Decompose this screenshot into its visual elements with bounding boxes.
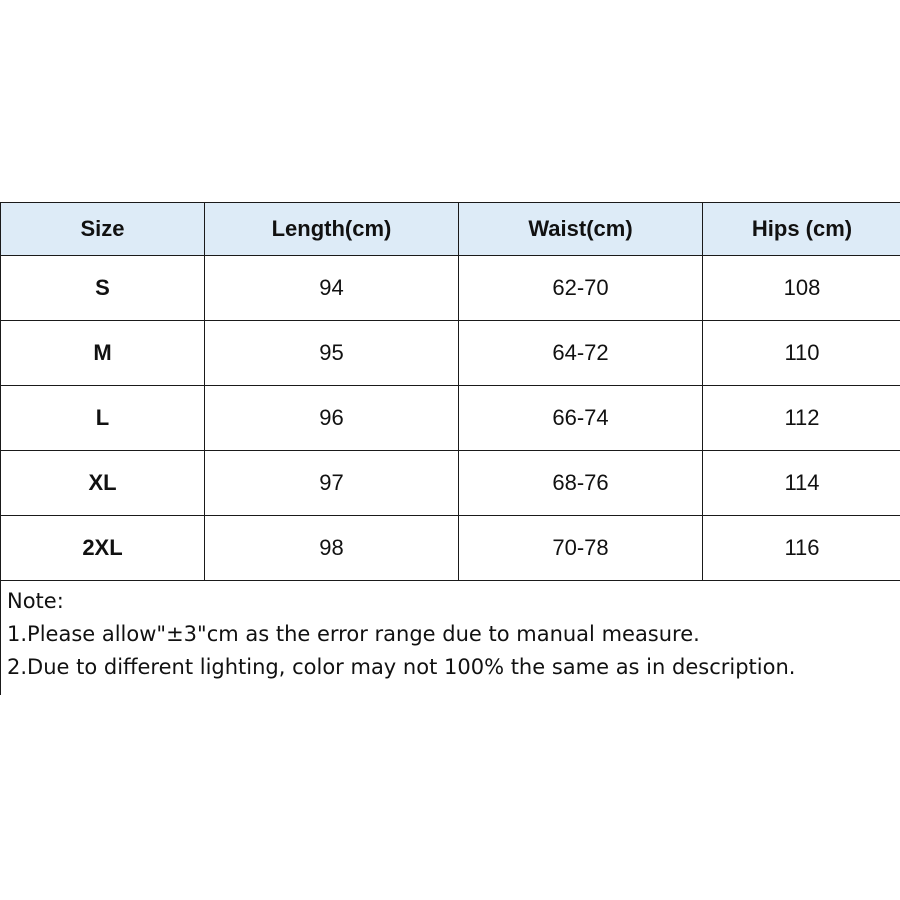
length-cell: 94 <box>205 256 459 321</box>
hips-cell: 114 <box>703 451 900 516</box>
hips-cell: 110 <box>703 321 900 386</box>
table-row <box>1 451 900 516</box>
waist-cell: 62-70 <box>459 256 703 321</box>
hips-cell: 112 <box>703 386 900 451</box>
size-cell: S <box>1 256 205 321</box>
table-row <box>1 516 900 581</box>
waist-cell: 70-78 <box>459 516 703 581</box>
waist-cell: 68-76 <box>459 451 703 516</box>
note-line-1: 1.Please allow"±3"cm as the error range due to manual measure. <box>7 622 700 646</box>
length-cell: 97 <box>205 451 459 516</box>
header-size: Size <box>1 203 205 256</box>
waist-cell: 66-74 <box>459 386 703 451</box>
header-row <box>1 203 900 256</box>
length-cell: 96 <box>205 386 459 451</box>
size-chart <box>0 202 900 695</box>
size-cell: M <box>1 321 205 386</box>
table-row <box>1 386 900 451</box>
size-cell: 2XL <box>1 516 205 581</box>
length-cell: 98 <box>205 516 459 581</box>
header-length: Length(cm) <box>205 203 459 256</box>
header-waist: Waist(cm) <box>459 203 703 256</box>
hips-cell: 116 <box>703 516 900 581</box>
size-table <box>0 202 900 581</box>
table-row <box>1 256 900 321</box>
size-cell: L <box>1 386 205 451</box>
table-row <box>1 321 900 386</box>
length-cell: 95 <box>205 321 459 386</box>
waist-cell: 64-72 <box>459 321 703 386</box>
size-cell: XL <box>1 451 205 516</box>
notes-section <box>0 581 900 695</box>
hips-cell: 108 <box>703 256 900 321</box>
note-line-2: 2.Due to different lighting, color may not 100% the same as in description. <box>7 655 796 679</box>
header-hips: Hips (cm) <box>703 203 900 256</box>
notes-title: Note: <box>7 589 64 613</box>
